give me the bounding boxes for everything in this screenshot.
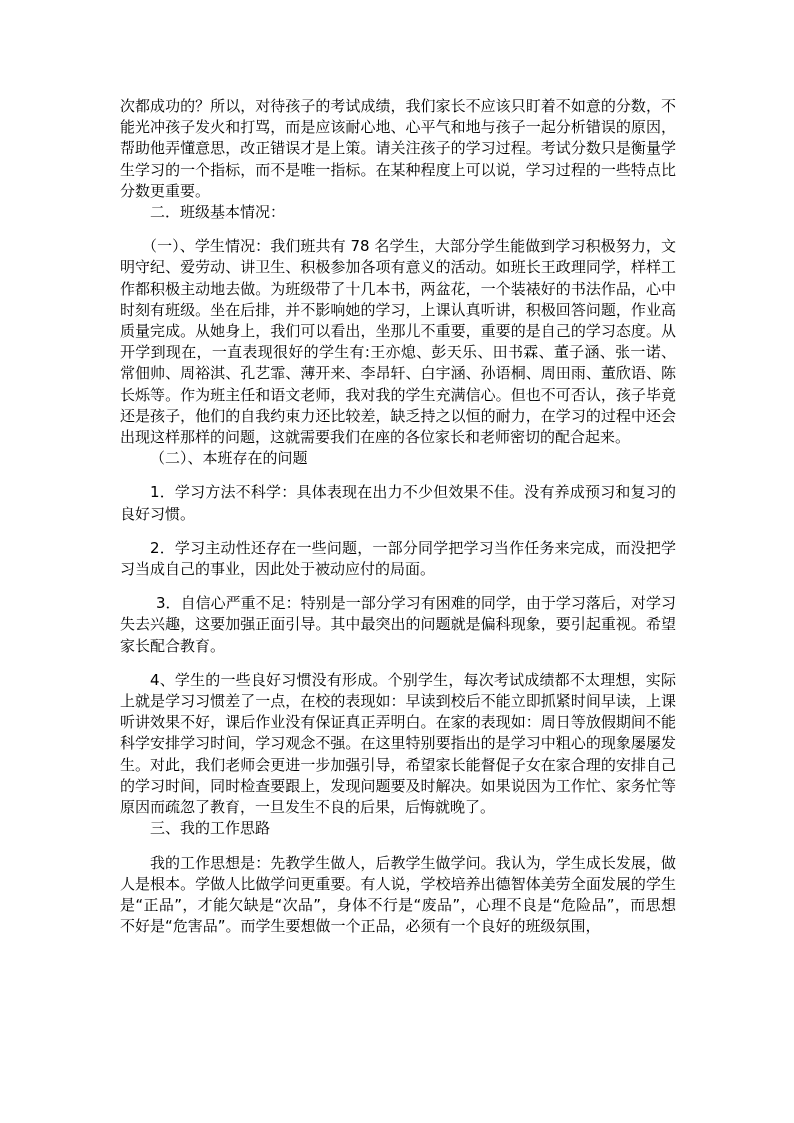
document-page	[120, 96, 676, 937]
paragraph-problem-2: 2．学习主动性还存在一些问题，一部分同学把学习当作任务来完成，而没把学习当成自己的事业，因此处于被动应付的局面。	[120, 538, 676, 579]
paragraph-problem-3: 3．自信心严重不足：特别是一部分学习有困难的同学，由于学习落后，对学习失去兴趣，这要加强正面引导。其中最突出的问题就是偏科现象，要引起重视。希望家长配合教育。	[120, 594, 676, 655]
paragraph-problem-4: 4、学生的一些良好习惯没有形成。个别学生，每次考试成绩都不太理想，实际上就是学习习惯差了一点，在校的表现如：早读到校后不能立即抓紧时间早读，上课听讲效果不好，课后作业没有保证真正弄明白。在家的表现如：周日等放假期间不能科学安排学习时间，学习观念不强。在这里特别要指出的是学习中粗心的现象屡屡发生。对此，我们老师会更进一步加强引导，希望家长能督促子女在家合理的安排自己的学习时间，同时检查要跟上，发现问题要及时解决。如果说因为工作忙、家务忙等原因而疏忽了教育，一旦发生不良的后果，后悔就晚了。	[120, 670, 676, 817]
paragraph-problem-1: 1．学习方法不科学：具体表现在出力不少但效果不佳。没有养成预习和复习的良好习惯。	[120, 483, 676, 523]
paragraph-intro: 次都成功的？所以，对待孩子的考试成绩，我们家长不应该只盯着不如意的分数，不能光冲孩子发火和打骂，而是应该耐心地、心平气和地与孩子一起分析错误的原因，帮助他弄懂意思，改正错误才是上策。请关注孩子的学习过程。考试分数只是衡量学生学习的一个指标，而不是唯一指标。在某种程度上可以说，学习过程的一些特点比分数更重要。	[120, 97, 676, 200]
subheading-class-problems: （二）、本班存在的问题	[150, 449, 308, 468]
section-heading-class-situation: 二．班级基本情况：	[150, 203, 286, 222]
paragraph-work-thinking: 我的工作思想是：先教学生做人，后教学生做学问。我认为，学生成长发展，做人是根本。学做人比做学问更重要。有人说，学校培养出德智体美劳全面发展的学生是“正品”，才能欠缺是“次品”，身体不行是“废品”，心理不良是“危险品”，而思想不好是“危害品”。而学生要想做一个正品，必须有一个良好的班级氛围，	[120, 853, 676, 936]
paragraph-student-situation: （一）、学生情况：我们班共有 78 名学生，大部分学生能做到学习积极努力，文明守纪、爱劳动、讲卫生、积极参加各项有意义的活动。如班长王政理同学，样样工作都积极主动地去做。为班级带了十几本书，两盆花，一个装裱好的书法作品，心中时刻有班级。坐在后排，并不影响她的学习，上课认真听讲，积极回答问题，作业高质量完成。从她身上，我们可以看出，坐那儿不重要，重要的是自己的学习态度。从开学到现在，一直表现很好的学生有:王亦熄、彭天乐、田书霖、董子涵、张一诺、常佃帅、周裕淇、孔艺霏、薄开来、李昂轩、白宇涵、孙语桐、周田雨、董欣语、陈长烁等。作为班主任和语文老师，我对我的学生充满信心。但也不可否认，孩子毕竟还是孩子，他们的自我约束力还比较差，缺乏持之以恒的耐力，在学习的过程中还会出现这样那样的问题，这就需要我们在座的各位家长和老师密切的配合起来。	[120, 237, 676, 447]
section-heading-work-thinking: 三、我的工作思路	[150, 819, 271, 838]
